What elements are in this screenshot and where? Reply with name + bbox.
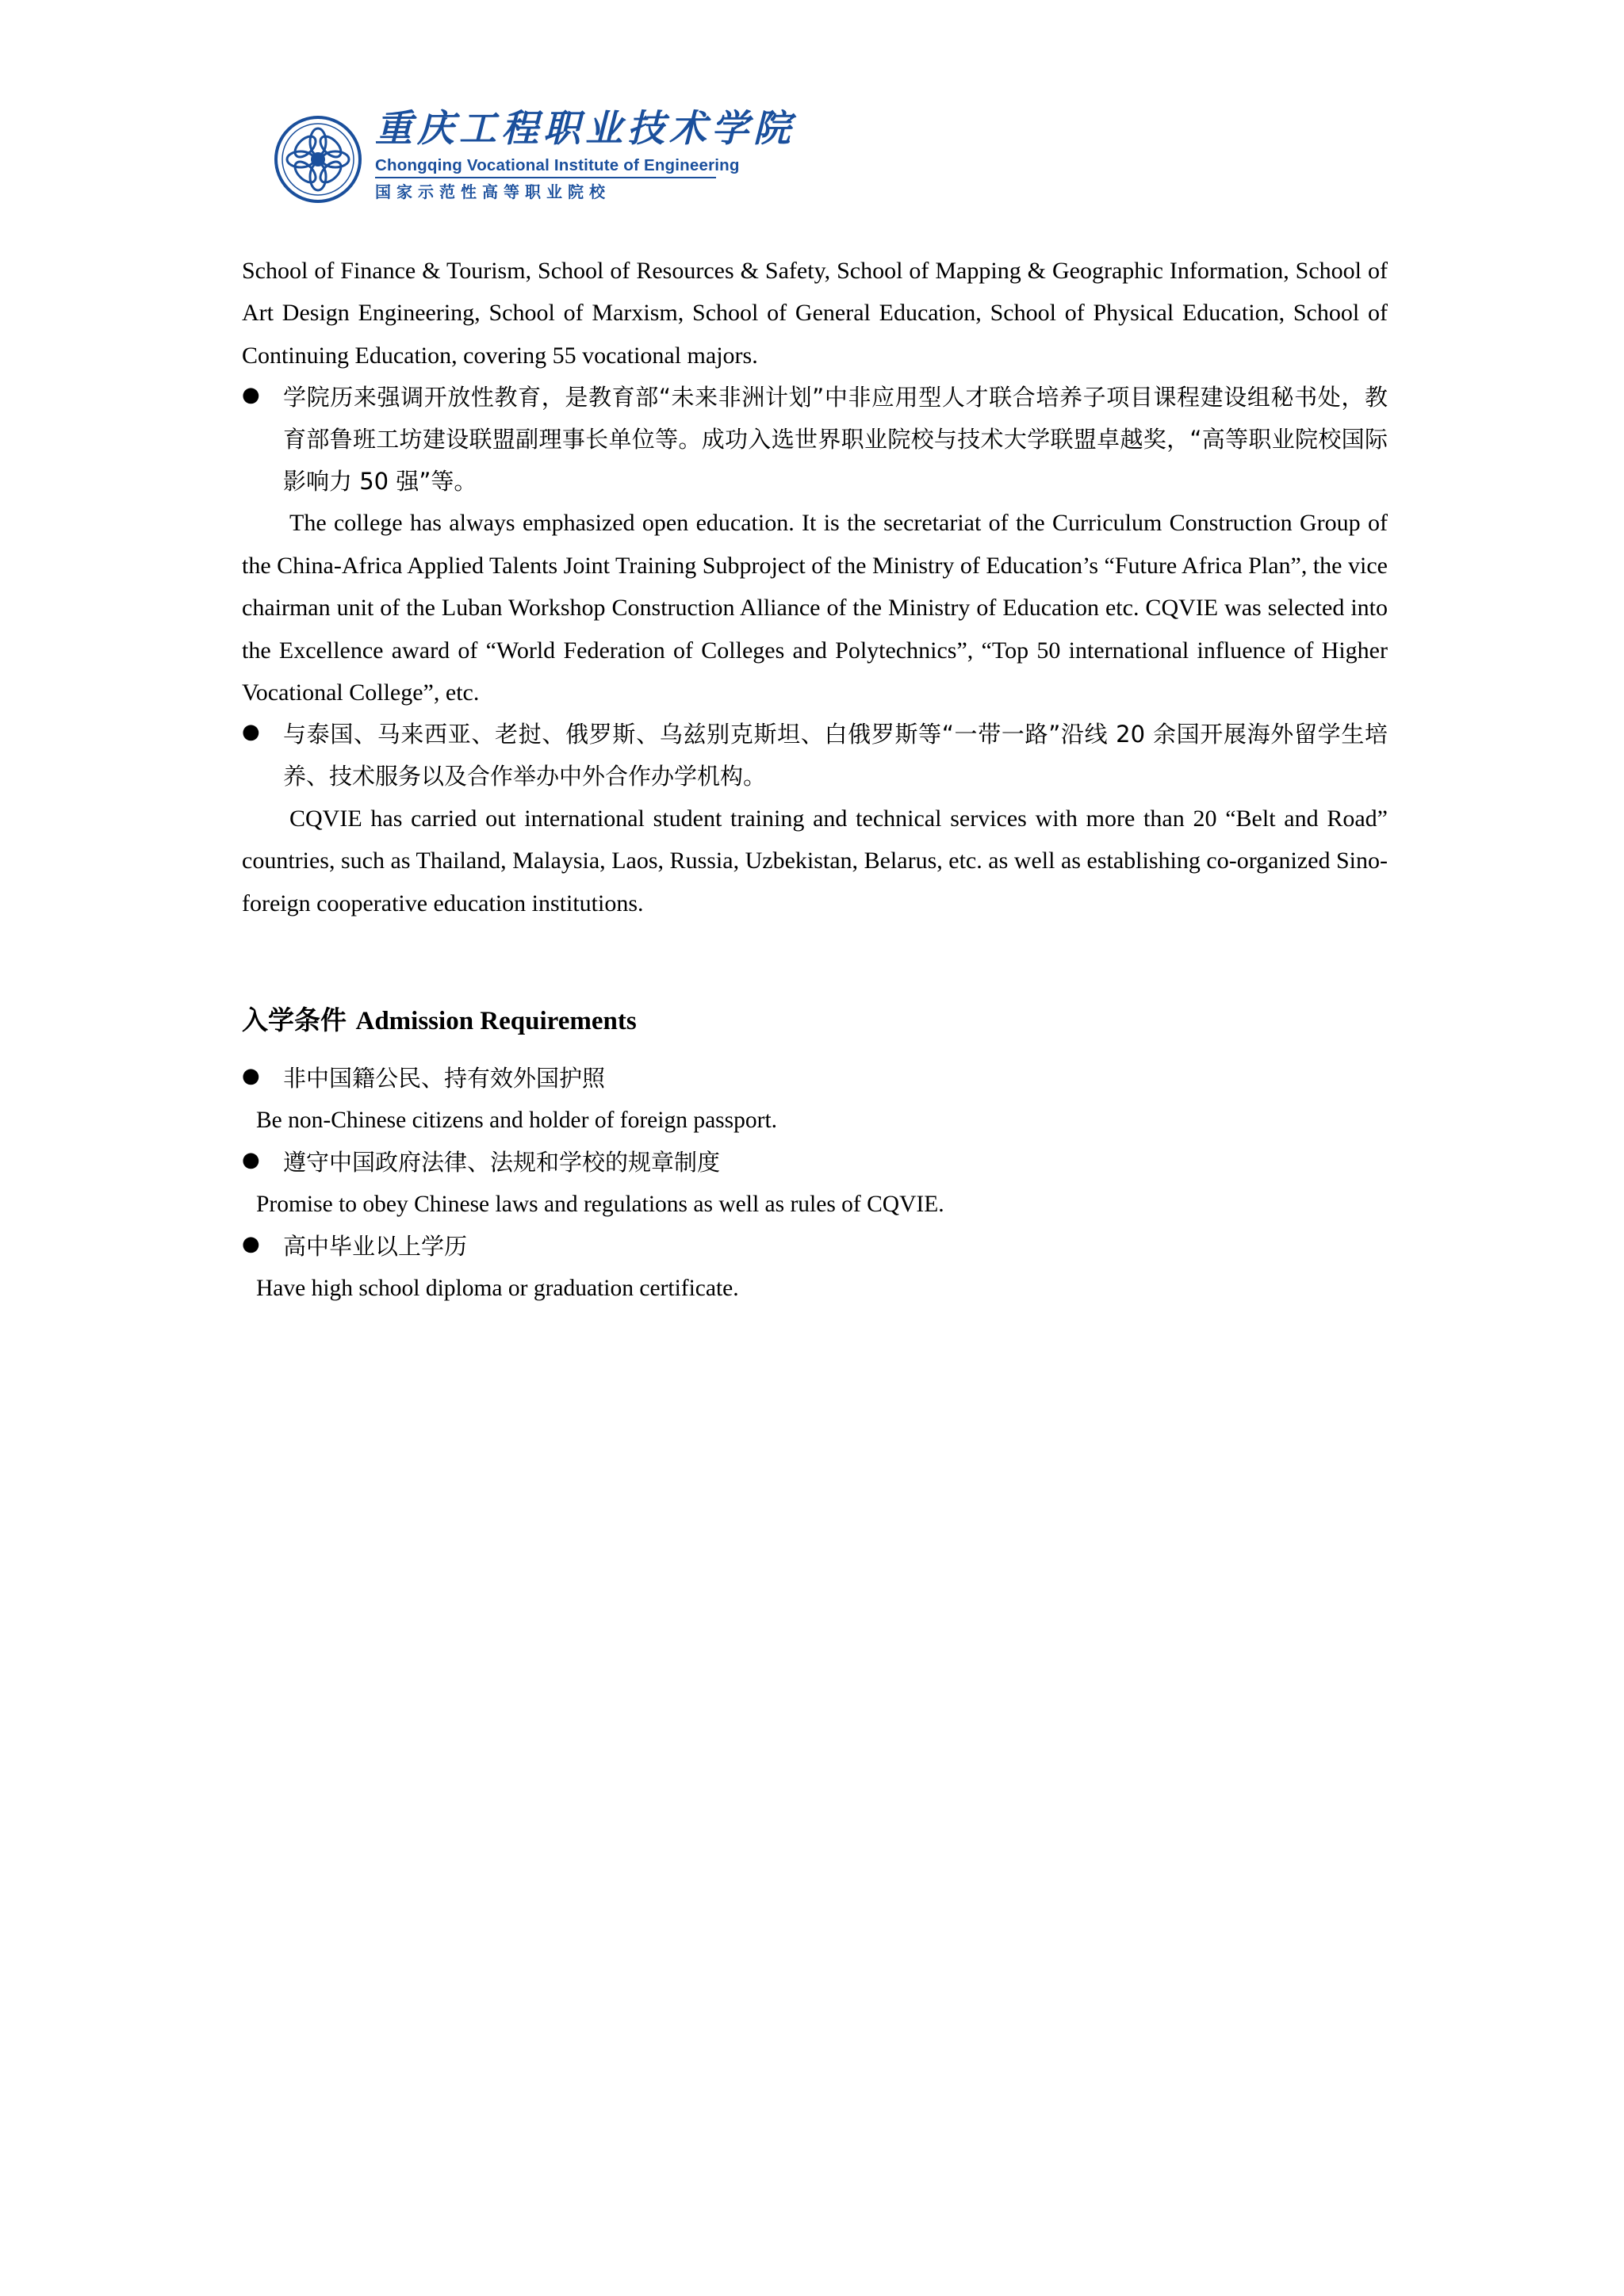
bullet-text-belt-road-cn: 与泰国、马来西亚、老挝、俄罗斯、乌兹别克斯坦、白俄罗斯等“一带一路”沿线 20 余国开展海外留学生培养、技术服务以及合作举办中外合作办学机构。 <box>283 721 1388 790</box>
bullet-icon: ● <box>242 1147 260 1172</box>
requirement-3-en: Have high school diploma or graduation certificate. <box>256 1275 739 1301</box>
list-item <box>242 714 1388 798</box>
list-item <box>242 377 1388 502</box>
bullet-icon: ● <box>242 1231 260 1256</box>
list-item <box>242 1058 1388 1100</box>
list-item <box>242 1226 1388 1268</box>
logo-text-block <box>375 107 867 202</box>
section-title-en: Admission Requirements <box>355 1007 637 1036</box>
page-title <box>242 1000 1388 1037</box>
logo-chinese-subtitle: 国家示范性高等职业院校 <box>375 184 611 202</box>
requirement-1-en: Be non-Chinese citizens and holder of foreign passport. <box>256 1107 778 1133</box>
bullet-icon: ● <box>242 720 260 744</box>
bullet-icon: ● <box>242 1064 260 1089</box>
document-content <box>242 0 1388 1310</box>
requirement-3-cn: 高中毕业以上学历 <box>283 1232 468 1260</box>
letterhead-logo <box>242 107 1388 242</box>
paragraph-open-education-en: The college has always emphasized open education. It is the secretariat of the Curriculum Construction Group of the China-Africa Applied Talents Joint Training Subproject of the Ministry of Education’s “Future Africa Plan”, the vice chairman unit of the Luban Workshop Construction Alliance of the Ministry of Education etc. CQVIE was selected into the Excellence award of “World Federation of Colleges and Polytechnics”, “Top 50 international influence of Higher Vocational College”, etc. <box>242 510 1388 706</box>
logo-english-name: Chongqing Vocational Institute of Engineering <box>375 156 740 175</box>
bullet-icon: ● <box>242 383 260 408</box>
list-item <box>242 1142 1388 1184</box>
logo-divider <box>375 177 716 178</box>
bullet-text-open-education-cn: 学院历来强调开放性教育，是教育部“未来非洲计划”中非应用型人才联合培养子项目课程建设组秘书处，教育部鲁班工坊建设联盟副理事长单位等。成功入选世界职业院校与技术大学联盟卓越奖，“高等职业院校国际影响力 50 强”等。 <box>283 384 1388 495</box>
paragraph-schools: School of Finance & Tourism, School of Resources & Safety, School of Mapping & Geographic Information, School of Art Design Engineering, School of Marxism, School of General Education, School of Physical Education, School of Continuing Education, covering 55 vocational majors. <box>242 258 1388 369</box>
logo-chinese-name: 重庆工程职业技术学院 <box>375 109 795 150</box>
requirement-2-cn: 遵守中国政府法律、法规和学校的规章制度 <box>283 1148 721 1176</box>
requirement-2-en: Promise to obey Chinese laws and regulations as well as rules of CQVIE. <box>256 1191 944 1217</box>
section-title-cn: 入学条件 <box>242 1004 356 1036</box>
requirement-1-cn: 非中国籍公民、持有效外国护照 <box>283 1065 606 1093</box>
paragraph-belt-road-en: CQVIE has carried out international student training and technical services with more than 20 “Belt and Road” countries, such as Thailand, Malaysia, Laos, Russia, Uzbekistan, Belarus, etc. as well as establishing co-organized Sino-foreign cooperative education institutions. <box>242 805 1388 916</box>
flower-emblem-icon <box>274 115 362 204</box>
